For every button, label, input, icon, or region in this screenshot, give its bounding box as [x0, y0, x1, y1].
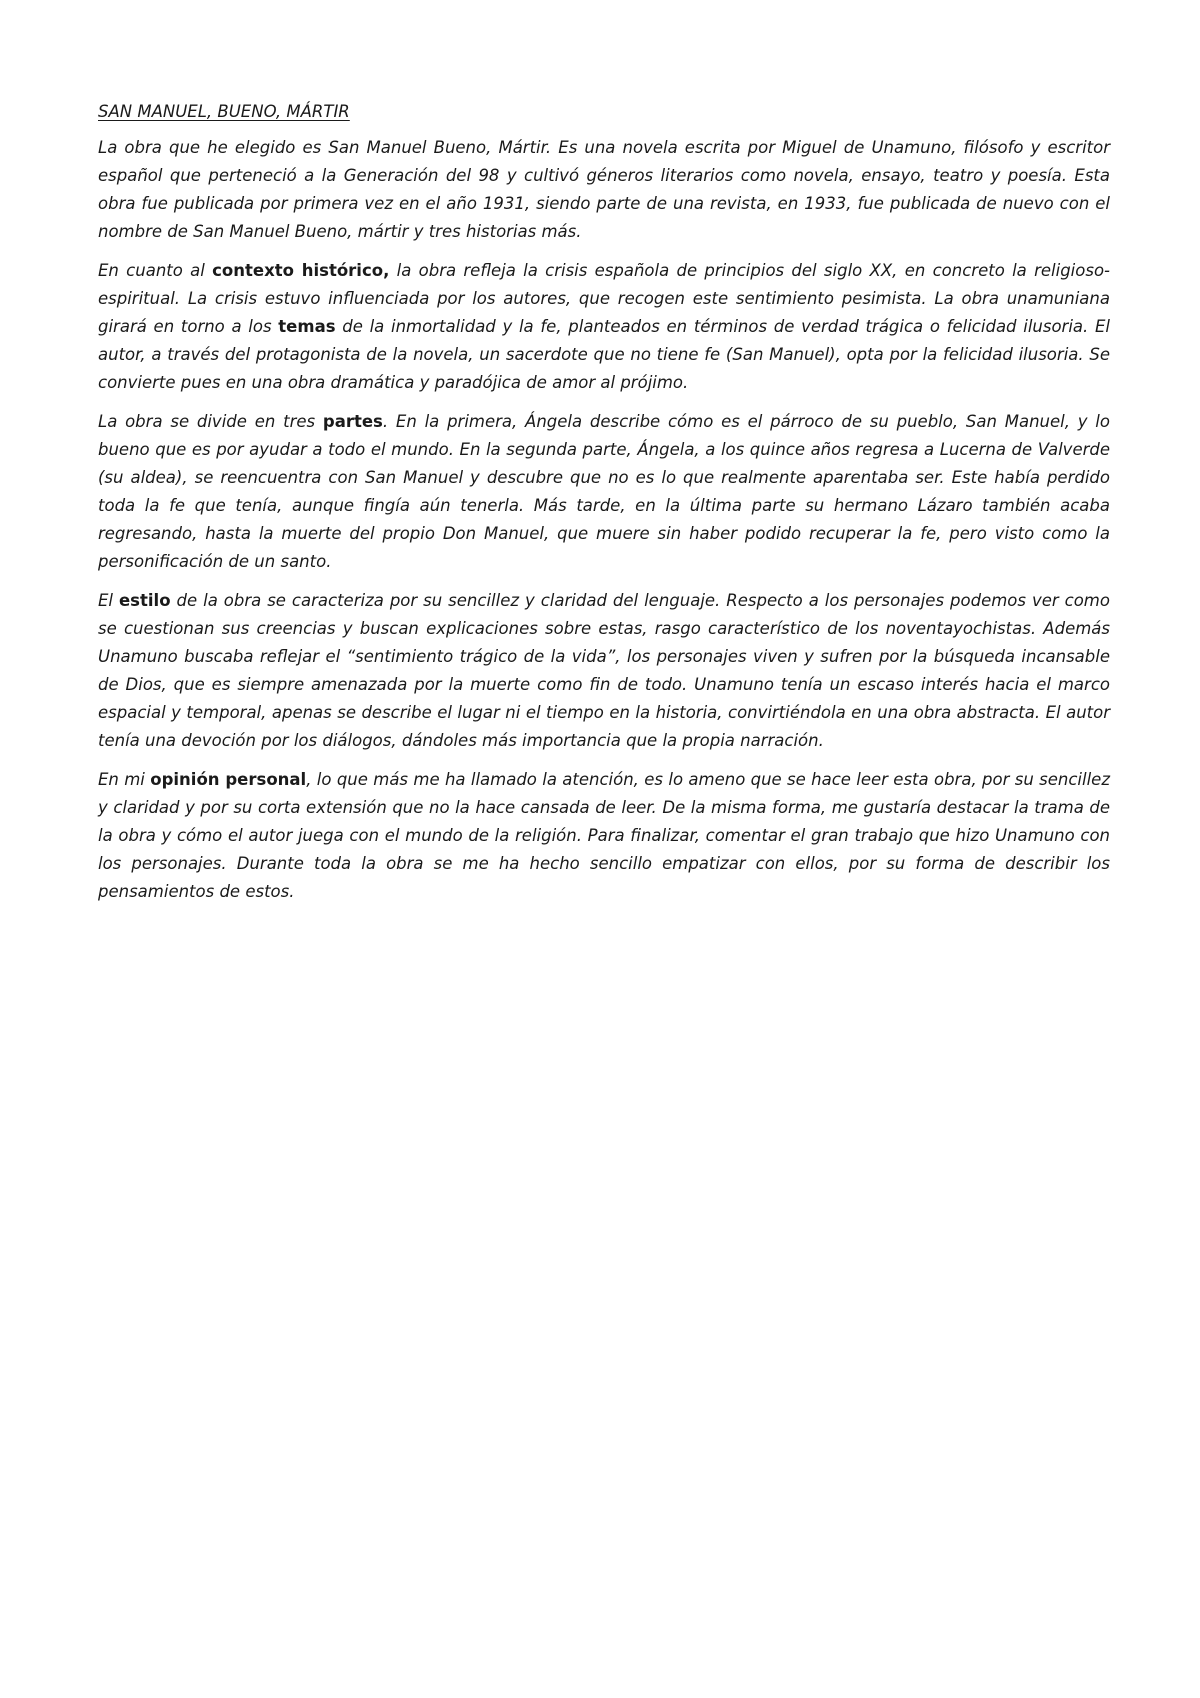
keyword-partes: partes — [322, 412, 383, 431]
keyword-contexto-historico: contexto histórico, — [212, 261, 390, 280]
keyword-temas: temas — [278, 317, 336, 336]
paragraph-introduction — [98, 134, 1110, 246]
paragraph-text: El — [98, 591, 119, 610]
document-title: SAN MANUEL, BUENO, MÁRTIR — [98, 102, 350, 121]
paragraph-text: En cuanto al — [98, 261, 213, 280]
paragraph-text: la obra refleja la crisis española de principios del siglo XX, en concreto la religioso-espiritual. La crisis estuvo influenciada por los autores, que recogen este sentimiento pesimista. La obra unamuniana girará en torno a los — [98, 261, 1110, 336]
paragraph-text: . En la primera, Ángela describe cómo es el párroco de su pueblo, San Manuel, y lo bueno que es por ayudar a todo el mundo. En la segunda parte, Ángela, a los quince años regresa a Lucerna de Valverde (su aldea), se reencuentra con San Manuel y descubre que no es lo que realmente aparentaba ser. Este había perdido toda la fe que tenía, aunque fingía aún tenerla. Más tarde, en la última parte su hermano Lázaro también acaba regresando, hasta la muerte del propio Don Manuel, que muere sin haber podido recuperar la fe, pero visto como la personificación de un santo. — [98, 412, 1110, 571]
paragraph-text: , lo que más me ha llamado la atención, es lo ameno que se hace leer esta obra, por su sencillez y claridad y por su corta extensión que no la hace cansada de leer. De la misma forma, me gustaría destacar la trama de la obra y cómo el autor juega con el mundo de la religión. Para finalizar, comentar el gran trabajo que hizo Unamuno con los personajes. Durante toda la obra se me ha hecho sencillo empatizar con ellos, por su forma de describir los pensamientos de estos. — [98, 770, 1110, 901]
paragraph-text: de la inmortalidad y la fe, planteados en términos de verdad trágica o felicidad ilusoria. El autor, a través del protagonista de la novela, un sacerdote que no tiene fe (San Manuel), opta por la felicidad ilusoria. Se convierte pues en una obra dramática y paradójica de amor al prójimo. — [98, 317, 1110, 392]
paragraph-historical-context — [98, 257, 1110, 397]
paragraph-text: de la obra se caracteriza por su sencillez y claridad del lenguaje. Respecto a los personajes podemos ver como se cuestionan sus creencias y buscan explicaciones sobre estas, rasgo característico de los noventayochistas. Además Unamuno buscaba reflejar el “sentimiento trágico de la vida”, los personajes viven y sufren por la búsqueda incansable de Dios, que es siempre amenazada por la muerte como fin de todo. Unamuno tenía un escaso interés hacia el marco espacial y temporal, apenas se describe el lugar ni el tiempo en la historia, convirtiéndola en una obra abstracta. El autor tenía una devoción por los diálogos, dándoles más importancia que la propia narración. — [98, 591, 1110, 750]
keyword-estilo: estilo — [118, 591, 171, 610]
paragraph-text: La obra se divide en tres — [98, 412, 323, 431]
paragraph-text: En mi — [98, 770, 151, 789]
keyword-opinion-personal: opinión personal — [150, 770, 307, 789]
paragraph-style — [98, 587, 1110, 755]
paragraph-text: La obra que he elegido es San Manuel Bueno, Mártir. Es una novela escrita por Miguel de Unamuno, filósofo y escritor español que perteneció a la Generación del 98 y cultivó géneros literarios como novela, ensayo, teatro y poesía. Esta obra fue publicada por primera vez en el año 1931, siendo parte de una revista, en 1933, fue publicada de nuevo con el nombre de San Manuel Bueno, mártir y tres historias más. — [98, 138, 1110, 241]
document-body — [98, 98, 1110, 917]
paragraph-parts — [98, 408, 1110, 576]
paragraph-personal-opinion — [98, 766, 1110, 906]
